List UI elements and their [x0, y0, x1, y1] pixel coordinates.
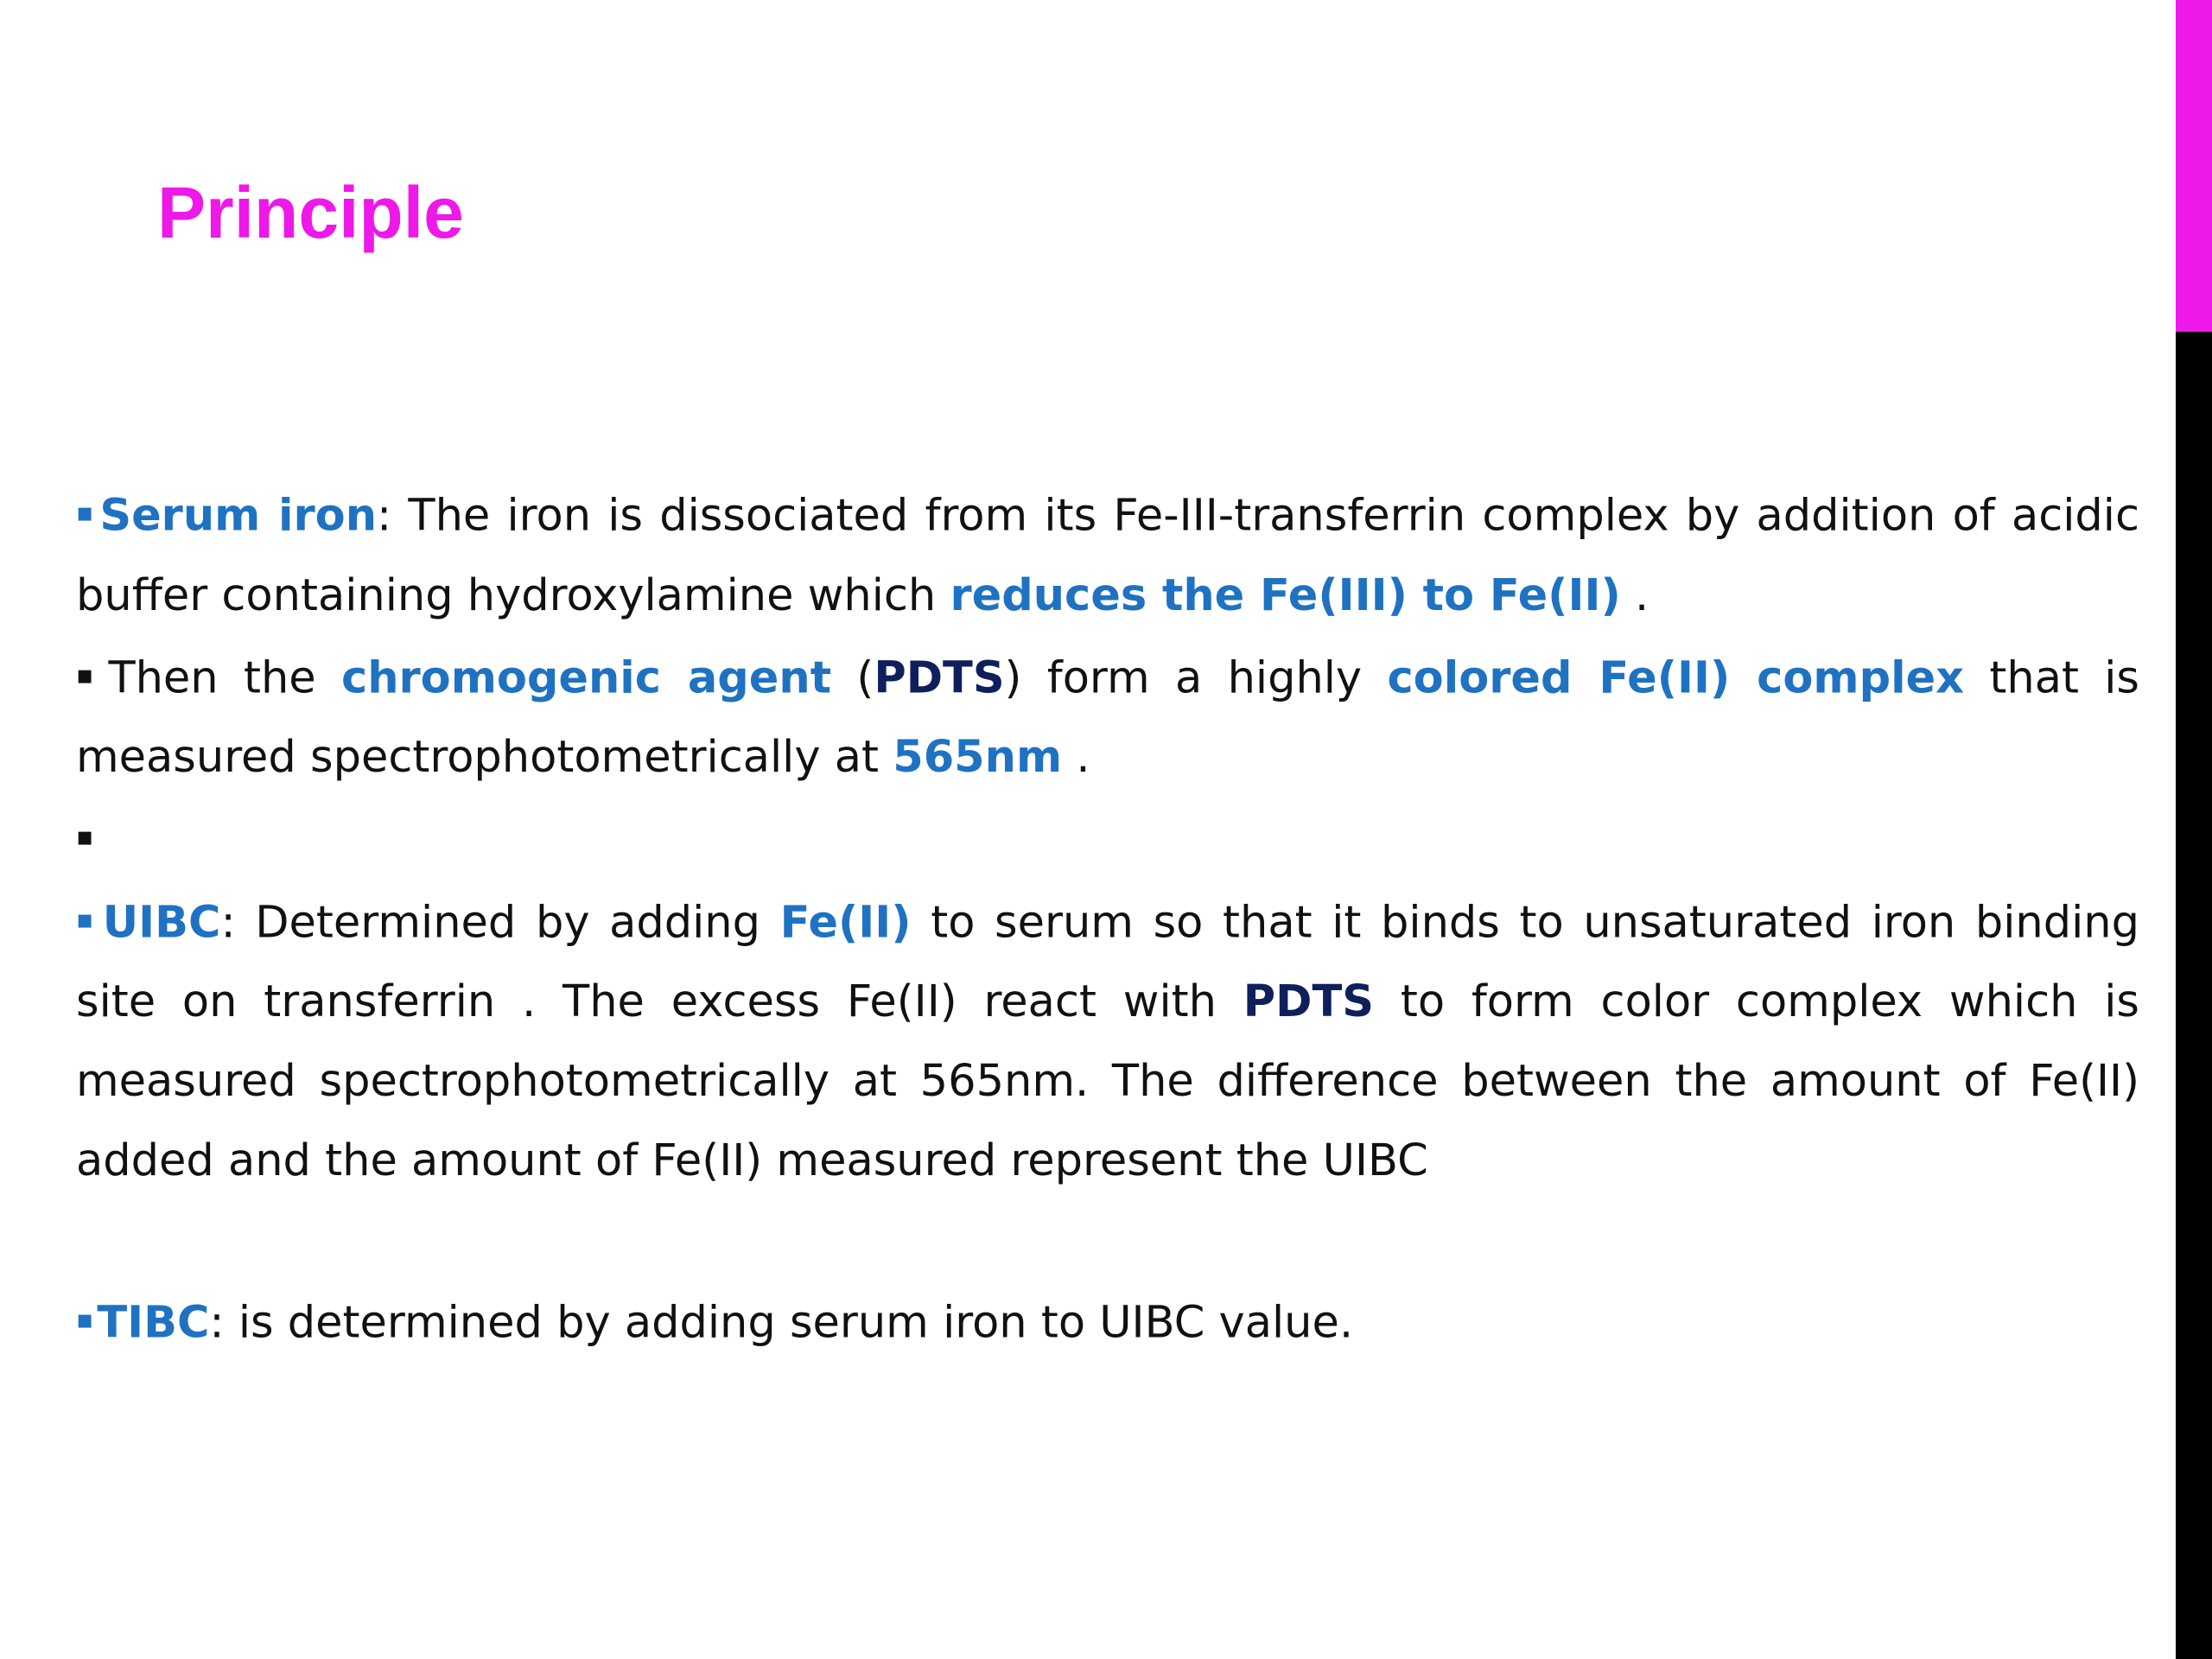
uibc-text-3: to form color complex which is measured spectrophotometrically at 565nm. The difference between the amount of Fe(II) added and the amount of Fe(II) measured represent the UIBC — [76, 976, 2139, 1186]
bullet-icon: ▪ — [76, 659, 105, 690]
uibc-term: UIBC — [102, 897, 221, 948]
side-dark-bar — [2176, 332, 2212, 1659]
then-paragraph — [76, 636, 2139, 798]
slide-body — [76, 474, 2139, 1363]
tibc-text: : is determined by adding serum iron to UIBC value. — [209, 1297, 1354, 1349]
then-text-4: that is measured spectrophotometrically at — [76, 652, 2140, 783]
bullet-icon: ▪ — [76, 904, 99, 935]
pdts-term: PDTS — [874, 652, 1005, 703]
uibc-fe2-term: Fe(II) — [779, 897, 912, 948]
empty-bullet-paragraph — [76, 798, 2139, 880]
then-text-1: Then the — [108, 652, 341, 703]
uibc-text-1: : Determined by adding — [220, 897, 780, 948]
side-accent-bar — [2176, 0, 2212, 332]
tibc-paragraph — [76, 1281, 2139, 1363]
spacer — [76, 1201, 2139, 1281]
tibc-term: TIBC — [97, 1297, 210, 1349]
then-text-2: ( — [831, 652, 874, 703]
uibc-text-2: to serum so that it binds to unsaturated iron binding site on transferrin . The excess Fe(II) react with — [76, 897, 2139, 1027]
serum-iron-text: : The iron is dissociated from its Fe-III-transferrin complex by addition of acidic buffer containing hydroxylamine which — [76, 490, 2139, 621]
serum-iron-end: . — [1620, 569, 1649, 621]
then-text-5: . — [1062, 732, 1090, 783]
slide-title: Principle — [157, 172, 464, 253]
bullet-icon: ▪ — [76, 822, 94, 852]
bullet-icon: ▪ — [76, 1305, 94, 1335]
serum-iron-highlight: reduces the Fe(III) to Fe(II) — [950, 569, 1621, 621]
serum-iron-paragraph — [76, 474, 2139, 636]
colored-complex-term: colored Fe(II) complex — [1387, 652, 1965, 703]
uibc-pdts-term: PDTS — [1243, 976, 1375, 1027]
serum-iron-term: Serum iron — [99, 490, 378, 542]
then-text-3: ) form a highly — [1004, 652, 1388, 703]
bullet-icon: ▪ — [76, 498, 97, 528]
uibc-paragraph — [76, 880, 2139, 1202]
wavelength-value: 565nm — [893, 732, 1063, 783]
chromogenic-agent-term: chromogenic agent — [340, 652, 832, 703]
